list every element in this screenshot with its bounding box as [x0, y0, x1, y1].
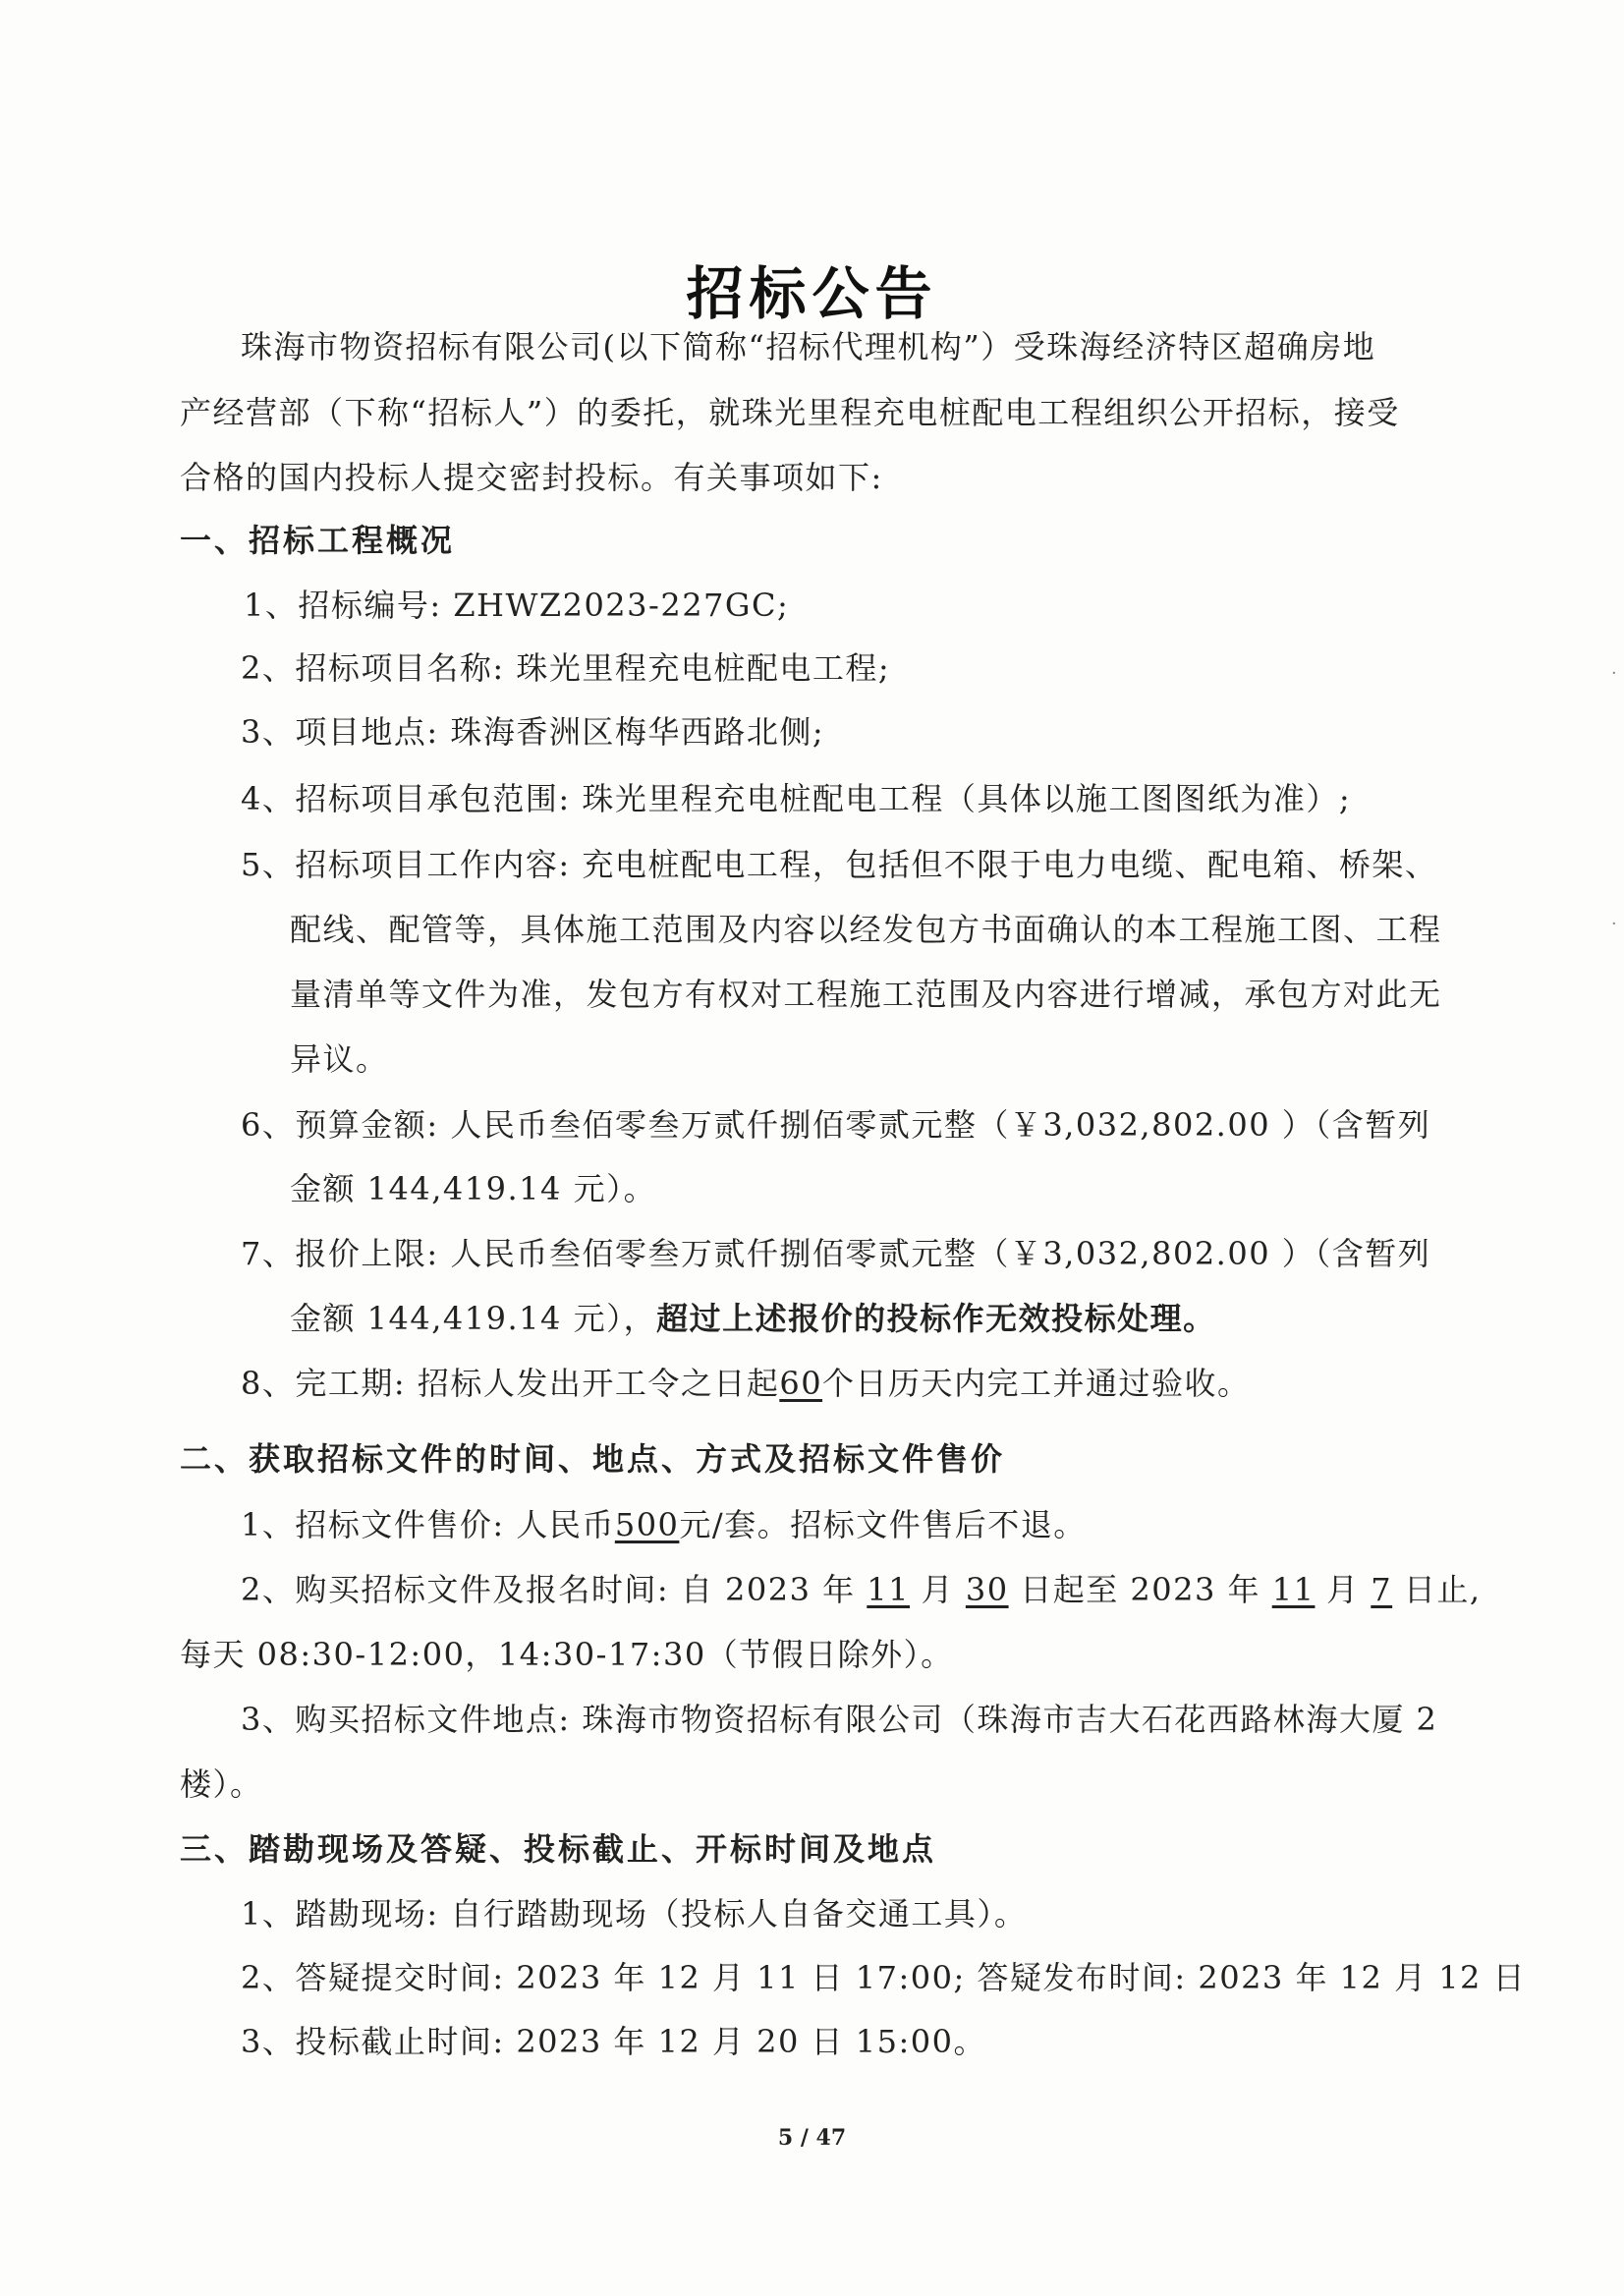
s1-item-3: 3、项目地点: 珠海香洲区梅华西路北侧;	[241, 713, 825, 751]
section-3-heading: 三、踏勘现场及答疑、投标截止、开标时间及地点	[180, 1830, 937, 1868]
scan-mark-2: ·	[1611, 914, 1617, 934]
s1-item-8-suffix: 个日历天内完工并通过验收。	[822, 1365, 1251, 1402]
s1-item-1: 1、招标编号: ZHWZ2023-227GC;	[244, 587, 790, 624]
s2-item-2-part-b: 月	[921, 1571, 955, 1608]
s1-item-7-line-2	[290, 1299, 1216, 1338]
s1-item-2: 2、招标项目名称: 珠光里程充电桩配电工程;	[241, 649, 891, 687]
s2-item-2-part-f: 日止,	[1403, 1571, 1482, 1608]
s1-item-5-line-4: 异议。	[290, 1040, 389, 1078]
intro-line-1: 珠海市物资招标有限公司(以下简称“招标代理机构”）受珠海经济特区超确房地	[241, 328, 1376, 365]
s2-item-2-part-c: 日起至 2023 年	[1020, 1571, 1261, 1608]
s2-item-1	[241, 1505, 1087, 1544]
s1-item-6-line-2: 金额 144,419.14 元）。	[290, 1170, 657, 1207]
intro-line-3: 合格的国内投标人提交密封投标。有关事项如下:	[180, 459, 883, 496]
s2-item-2-month-1: 11	[867, 1571, 910, 1608]
section-2-heading: 二、获取招标文件的时间、地点、方式及招标文件售价	[180, 1440, 1006, 1478]
s2-item-2-month-2: 11	[1271, 1571, 1316, 1608]
s1-item-4: 4、招标项目承包范围: 珠光里程充电桩配电工程（具体以施工图图纸为准）;	[241, 780, 1352, 817]
page-number: 5 / 47	[777, 2125, 847, 2151]
s2-item-2-part-a: 2、购买招标文件及报名时间: 自 2023 年	[241, 1571, 856, 1608]
s1-item-5-line-2: 配线、配管等，具体施工范围及内容以经发包方书面确认的本工程施工图、工程	[290, 911, 1442, 948]
s1-item-8-prefix: 8、完工期: 招标人发出开工令之日起	[241, 1365, 780, 1402]
s1-item-7-amount: 金额 144,419.14 元），	[290, 1300, 657, 1337]
s3-item-3: 3、投标截止时间: 2023 年 12 月 20 日 15:00。	[241, 2023, 986, 2060]
s3-item-1: 1、踏勘现场: 自行踏勘现场（投标人自备交通工具）。	[241, 1895, 1028, 1932]
page-title: 招标公告	[686, 260, 938, 327]
s1-item-5-line-1: 5、招标项目工作内容: 充电桩配电工程，包括但不限于电力电缆、配电箱、桥架、	[241, 846, 1438, 883]
s1-item-7-warning: 超过上述报价的投标作无效投标处理。	[656, 1300, 1216, 1337]
s2-item-2-part-e: 月	[1326, 1571, 1360, 1608]
s1-item-7-line-1: 7、报价上限: 人民币叁佰零叁万贰仟捌佰零贰元整（￥3,032,802.00 ）（含暂列	[241, 1235, 1431, 1272]
s3-item-2: 2、答疑提交时间: 2023 年 12 月 11 日 17:00; 答疑发布时间: 2023 年 12 月 12 日	[241, 1959, 1527, 1996]
s1-item-6-line-1: 6、预算金额: 人民币叁佰零叁万贰仟捌佰零贰元整（￥3,032,802.00 ）（含暂列	[241, 1106, 1431, 1144]
s2-item-1-suffix: 元/套。招标文件售后不退。	[679, 1506, 1087, 1543]
intro-line-2: 产经营部（下称“招标人”）的委托，就珠光里程充电桩配电工程组织公开招标，接受	[180, 394, 1400, 431]
s2-item-1-price: 500	[614, 1506, 680, 1543]
s2-item-1-prefix: 1、招标文件售价: 人民币	[241, 1506, 615, 1543]
s2-item-2-day-2: 7	[1371, 1571, 1393, 1608]
s1-item-8-days: 60	[779, 1365, 823, 1402]
s1-item-8	[241, 1364, 1251, 1403]
s2-item-2-line-2: 每天 08:30-12:00，14:30-17:30（节假日除外）。	[180, 1636, 954, 1673]
s2-item-2-line-1	[241, 1570, 1482, 1609]
scan-mark-1: ·	[1611, 663, 1617, 684]
section-1-heading: 一、招标工程概况	[180, 522, 456, 559]
s1-item-5-line-3: 量清单等文件为准，发包方有权对工程施工范围及内容进行增减，承包方对此无	[290, 976, 1442, 1013]
s2-item-2-day-1: 30	[965, 1571, 1009, 1608]
s2-item-3-line-2: 楼）。	[180, 1765, 263, 1803]
s2-item-3-line-1: 3、购买招标文件地点: 珠海市物资招标有限公司（珠海市吉大石花西路林海大厦 2	[241, 1701, 1438, 1738]
